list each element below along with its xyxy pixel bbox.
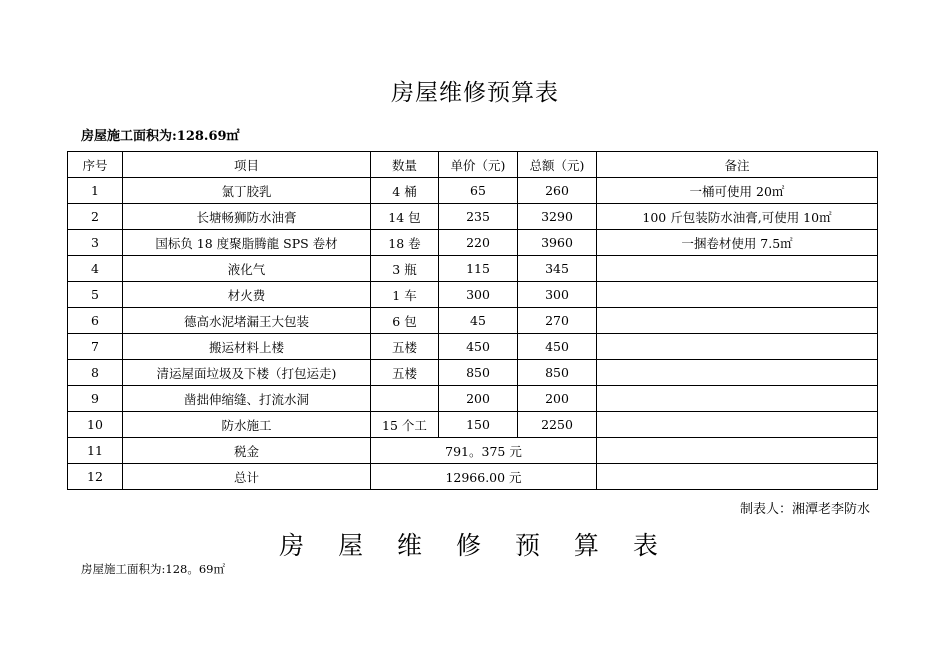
- cell-note: 100 斤包装防水油膏,可使用 10㎡: [597, 204, 878, 230]
- cell-price: 65: [439, 178, 518, 204]
- cell-note: [597, 464, 878, 490]
- cell-price: 300: [439, 282, 518, 308]
- table-row: [68, 256, 878, 282]
- cell-no: 11: [68, 438, 123, 464]
- table-row: [68, 386, 878, 412]
- cell-total: 3960: [518, 230, 597, 256]
- cell-item: 德高水泥堵漏王大包装: [123, 308, 371, 334]
- cell-note: [597, 334, 878, 360]
- cell-price: 850: [439, 360, 518, 386]
- header-item: 项目: [123, 152, 371, 178]
- table-row: [68, 178, 878, 204]
- cell-no: 5: [68, 282, 123, 308]
- cell-qty: 14 包: [371, 204, 439, 230]
- cell-total: 300: [518, 282, 597, 308]
- cell-note: [597, 308, 878, 334]
- header-price: 单价（元): [439, 152, 518, 178]
- cell-item: 长塘畅狮防水油膏: [123, 204, 371, 230]
- cell-item: 搬运材料上楼: [123, 334, 371, 360]
- cell-total: 270: [518, 308, 597, 334]
- cell-no: 12: [68, 464, 123, 490]
- header-no: 序号: [68, 152, 123, 178]
- cell-qty: 五楼: [371, 334, 439, 360]
- table-row: [68, 360, 878, 386]
- cell-price: 235: [439, 204, 518, 230]
- header-qty: 数量: [371, 152, 439, 178]
- cell-no: 4: [68, 256, 123, 282]
- cell-note: [597, 360, 878, 386]
- cell-item: 国标负 18 度聚脂腾龍 SPS 卷材: [123, 230, 371, 256]
- table-row: [68, 308, 878, 334]
- total-row: [68, 464, 878, 490]
- tax-value: 791。375 元: [371, 438, 597, 464]
- construction-area-label-repeat: 房屋施工面积为:128。69㎡: [81, 562, 225, 576]
- cell-no: 2: [68, 204, 123, 230]
- cell-total: 200: [518, 386, 597, 412]
- cell-item: 液化气: [123, 256, 371, 282]
- table-row: [68, 334, 878, 360]
- cell-item: 总计: [123, 464, 371, 490]
- cell-no: 7: [68, 334, 123, 360]
- page-title-repeat: 房 屋 维 修 预 算 表: [279, 531, 671, 560]
- cell-qty: 3 瓶: [371, 256, 439, 282]
- cell-qty: 1 车: [371, 282, 439, 308]
- cell-total: 450: [518, 334, 597, 360]
- cell-note: [597, 256, 878, 282]
- cell-item: 材火费: [123, 282, 371, 308]
- cell-price: 200: [439, 386, 518, 412]
- cell-note: [597, 438, 878, 464]
- header-total: 总额（元): [518, 152, 597, 178]
- cell-note: [597, 386, 878, 412]
- cell-price: 115: [439, 256, 518, 282]
- cell-total: 2250: [518, 412, 597, 438]
- table-row: [68, 282, 878, 308]
- cell-no: 9: [68, 386, 123, 412]
- prepared-by: 制表人：湘潭老李防水: [739, 502, 870, 517]
- grand-total-value: 12966.00 元: [371, 464, 597, 490]
- page-title: 房屋维修预算表: [391, 80, 559, 106]
- cell-price: 220: [439, 230, 518, 256]
- cell-qty: 18 卷: [371, 230, 439, 256]
- cell-no: 6: [68, 308, 123, 334]
- cell-no: 1: [68, 178, 123, 204]
- cell-total: 3290: [518, 204, 597, 230]
- cell-qty: 五楼: [371, 360, 439, 386]
- cell-qty: 6 包: [371, 308, 439, 334]
- table-row: [68, 230, 878, 256]
- cell-no: 8: [68, 360, 123, 386]
- table-header-row: [68, 152, 878, 178]
- cell-note: [597, 282, 878, 308]
- cell-item: 氯丁胶乳: [123, 178, 371, 204]
- cell-item: 防水施工: [123, 412, 371, 438]
- table-row: [68, 204, 878, 230]
- cell-qty: 15 个工: [371, 412, 439, 438]
- cell-total: 345: [518, 256, 597, 282]
- cell-item: 税金: [123, 438, 371, 464]
- cell-no: 3: [68, 230, 123, 256]
- cell-total: 260: [518, 178, 597, 204]
- budget-table: [67, 151, 878, 490]
- construction-area-label: 房屋施工面积为:128.69㎡: [81, 129, 240, 144]
- cell-item: 凿拙伸缩缝、打流水洞: [123, 386, 371, 412]
- tax-row: [68, 438, 878, 464]
- cell-no: 10: [68, 412, 123, 438]
- cell-total: 850: [518, 360, 597, 386]
- cell-price: 45: [439, 308, 518, 334]
- cell-item: 清运屋面垃圾及下楼（打包运走): [123, 360, 371, 386]
- cell-price: 450: [439, 334, 518, 360]
- table-row: [68, 412, 878, 438]
- cell-qty: 4 桶: [371, 178, 439, 204]
- cell-note: [597, 412, 878, 438]
- cell-note: 一捆卷材使用 7.5㎡: [597, 230, 878, 256]
- cell-qty: [371, 386, 439, 412]
- cell-note: 一桶可使用 20㎡: [597, 178, 878, 204]
- cell-price: 150: [439, 412, 518, 438]
- header-note: 备注: [597, 152, 878, 178]
